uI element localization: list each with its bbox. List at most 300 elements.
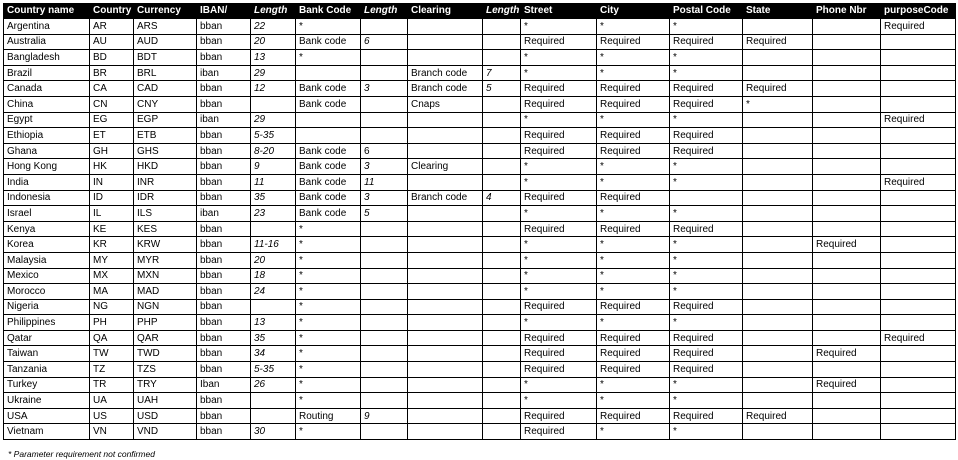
cell-clearing-length [483, 19, 521, 35]
cell-country-code: KE [90, 221, 134, 237]
cell-bank-code: * [296, 19, 361, 35]
cell-street: * [521, 65, 597, 81]
cell-state [743, 330, 813, 346]
header-city: City [597, 4, 670, 19]
cell-street: Required [521, 143, 597, 159]
cell-postal-code: * [670, 393, 743, 409]
table-row [4, 190, 956, 206]
cell-bank-code-length [361, 315, 408, 331]
cell-phone-nbr [813, 112, 881, 128]
cell-iban-type: bban [197, 362, 251, 378]
header-clearing-length: Length [483, 4, 521, 19]
cell-street: Required [521, 190, 597, 206]
footnote: * Parameter requirement not confirmed [8, 449, 155, 459]
cell-bank-code: Bank code [296, 159, 361, 175]
cell-iban-length: 34 [251, 346, 296, 362]
cell-clearing [408, 408, 483, 424]
cell-postal-code: Required [670, 362, 743, 378]
cell-clearing-length [483, 315, 521, 331]
cell-purpose-code [881, 190, 956, 206]
cell-street: Required [521, 362, 597, 378]
cell-bank-code-length [361, 330, 408, 346]
cell-country-code: KR [90, 237, 134, 253]
cell-clearing [408, 377, 483, 393]
cell-bank-code-length: 3 [361, 159, 408, 175]
cell-street: Required [521, 346, 597, 362]
cell-phone-nbr [813, 65, 881, 81]
cell-street: Required [521, 424, 597, 440]
cell-city: * [597, 284, 670, 300]
cell-city: * [597, 50, 670, 66]
cell-iban-length: 30 [251, 424, 296, 440]
cell-street: * [521, 237, 597, 253]
cell-clearing-length [483, 174, 521, 190]
cell-purpose-code [881, 143, 956, 159]
cell-clearing-length [483, 299, 521, 315]
cell-street: Required [521, 221, 597, 237]
cell-city: Required [597, 34, 670, 50]
requirements-table [3, 3, 956, 440]
cell-clearing [408, 346, 483, 362]
cell-clearing-length [483, 284, 521, 300]
cell-phone-nbr [813, 268, 881, 284]
cell-country-code: TW [90, 346, 134, 362]
cell-state [743, 377, 813, 393]
cell-postal-code: Required [670, 330, 743, 346]
cell-bank-code-length [361, 19, 408, 35]
cell-clearing-length [483, 50, 521, 66]
cell-bank-code: * [296, 284, 361, 300]
cell-phone-nbr [813, 128, 881, 144]
cell-bank-code-length: 6 [361, 143, 408, 159]
cell-currency: ETB [134, 128, 197, 144]
cell-country-name: Qatar [4, 330, 90, 346]
cell-clearing [408, 237, 483, 253]
cell-bank-code-length: 11 [361, 174, 408, 190]
cell-postal-code: * [670, 112, 743, 128]
cell-clearing-length [483, 377, 521, 393]
cell-iban-type: bban [197, 159, 251, 175]
cell-country-name: China [4, 96, 90, 112]
cell-country-code: EG [90, 112, 134, 128]
cell-iban-type: bban [197, 143, 251, 159]
cell-clearing [408, 284, 483, 300]
cell-clearing-length: 4 [483, 190, 521, 206]
cell-iban-length: 11-16 [251, 237, 296, 253]
cell-state [743, 143, 813, 159]
cell-clearing [408, 112, 483, 128]
cell-purpose-code [881, 50, 956, 66]
cell-street: * [521, 377, 597, 393]
cell-city: * [597, 315, 670, 331]
table-row [4, 112, 956, 128]
cell-phone-nbr [813, 34, 881, 50]
cell-purpose-code [881, 393, 956, 409]
cell-bank-code-length [361, 237, 408, 253]
cell-iban-type: bban [197, 299, 251, 315]
cell-country-name: Egypt [4, 112, 90, 128]
cell-country-name: Argentina [4, 19, 90, 35]
cell-postal-code: Required [670, 346, 743, 362]
cell-street: Required [521, 408, 597, 424]
cell-clearing [408, 50, 483, 66]
cell-country-code: NG [90, 299, 134, 315]
cell-state [743, 346, 813, 362]
cell-city: Required [597, 299, 670, 315]
cell-postal-code: * [670, 252, 743, 268]
cell-bank-code-length [361, 362, 408, 378]
cell-city: * [597, 19, 670, 35]
cell-clearing [408, 268, 483, 284]
cell-postal-code: Required [670, 408, 743, 424]
cell-iban-type: bban [197, 284, 251, 300]
cell-state: Required [743, 81, 813, 97]
cell-currency: USD [134, 408, 197, 424]
cell-city: * [597, 268, 670, 284]
cell-iban-type: Iban [197, 377, 251, 393]
cell-postal-code: Required [670, 299, 743, 315]
cell-iban-length [251, 393, 296, 409]
cell-phone-nbr [813, 81, 881, 97]
table-row [4, 174, 956, 190]
cell-state [743, 159, 813, 175]
cell-clearing-length [483, 252, 521, 268]
header-bank-code-length: Length [361, 4, 408, 19]
cell-bank-code-length [361, 377, 408, 393]
cell-city: Required [597, 190, 670, 206]
cell-currency: ILS [134, 206, 197, 222]
cell-phone-nbr [813, 393, 881, 409]
cell-clearing [408, 299, 483, 315]
cell-currency: EGP [134, 112, 197, 128]
cell-iban-length: 13 [251, 315, 296, 331]
cell-iban-type: bban [197, 190, 251, 206]
cell-country-name: Vietnam [4, 424, 90, 440]
cell-currency: GHS [134, 143, 197, 159]
table-row [4, 221, 956, 237]
cell-state [743, 252, 813, 268]
cell-country-code: MA [90, 284, 134, 300]
cell-clearing [408, 128, 483, 144]
cell-clearing-length [483, 159, 521, 175]
cell-bank-code-length: 6 [361, 34, 408, 50]
cell-currency: TZS [134, 362, 197, 378]
cell-iban-length [251, 299, 296, 315]
table-row [4, 330, 956, 346]
table-row [4, 424, 956, 440]
cell-street: * [521, 50, 597, 66]
cell-clearing [408, 143, 483, 159]
cell-country-code: BD [90, 50, 134, 66]
cell-street: Required [521, 81, 597, 97]
cell-postal-code: Required [670, 128, 743, 144]
table-row [4, 34, 956, 50]
cell-purpose-code: Required [881, 330, 956, 346]
cell-street: Required [521, 96, 597, 112]
cell-country-code: GH [90, 143, 134, 159]
cell-country-code: VN [90, 424, 134, 440]
cell-city: * [597, 252, 670, 268]
cell-country-code: TR [90, 377, 134, 393]
cell-iban-type: bban [197, 424, 251, 440]
cell-iban-type: bban [197, 96, 251, 112]
cell-postal-code: Required [670, 81, 743, 97]
table-row [4, 128, 956, 144]
header-iban-type: IBAN/ [197, 4, 251, 19]
cell-bank-code-length: 5 [361, 206, 408, 222]
cell-bank-code-length [361, 346, 408, 362]
cell-country-code: IN [90, 174, 134, 190]
table-row [4, 408, 956, 424]
cell-iban-length: 9 [251, 159, 296, 175]
header-row [4, 4, 956, 19]
cell-phone-nbr [813, 174, 881, 190]
cell-country-name: Korea [4, 237, 90, 253]
cell-city: * [597, 206, 670, 222]
table-row [4, 299, 956, 315]
cell-street: Required [521, 330, 597, 346]
header-country-name: Country name [4, 4, 90, 19]
cell-city: Required [597, 96, 670, 112]
cell-state: Required [743, 408, 813, 424]
cell-currency: ARS [134, 19, 197, 35]
cell-iban-length: 29 [251, 112, 296, 128]
cell-purpose-code [881, 221, 956, 237]
cell-bank-code-length [361, 50, 408, 66]
cell-postal-code: * [670, 424, 743, 440]
cell-country-name: Ghana [4, 143, 90, 159]
cell-clearing-length [483, 206, 521, 222]
cell-country-name: Kenya [4, 221, 90, 237]
cell-city: Required [597, 221, 670, 237]
cell-currency: CNY [134, 96, 197, 112]
cell-iban-length: 12 [251, 81, 296, 97]
cell-state [743, 174, 813, 190]
cell-phone-nbr [813, 299, 881, 315]
cell-country-code: US [90, 408, 134, 424]
cell-country-name: Hong Kong [4, 159, 90, 175]
cell-country-name: Taiwan [4, 346, 90, 362]
header-postal-code: Postal Code [670, 4, 743, 19]
cell-state [743, 237, 813, 253]
cell-bank-code: * [296, 362, 361, 378]
cell-iban-length: 26 [251, 377, 296, 393]
cell-bank-code-length [361, 252, 408, 268]
cell-city: Required [597, 81, 670, 97]
cell-bank-code: * [296, 424, 361, 440]
cell-country-name: Tanzania [4, 362, 90, 378]
cell-currency: KRW [134, 237, 197, 253]
table-row [4, 268, 956, 284]
cell-purpose-code [881, 346, 956, 362]
cell-phone-nbr: Required [813, 237, 881, 253]
table-row [4, 19, 956, 35]
cell-postal-code: * [670, 268, 743, 284]
cell-country-name: Ethiopia [4, 128, 90, 144]
cell-phone-nbr [813, 284, 881, 300]
table-row [4, 50, 956, 66]
cell-currency: BDT [134, 50, 197, 66]
cell-city: Required [597, 408, 670, 424]
cell-clearing-length [483, 128, 521, 144]
cell-state [743, 393, 813, 409]
cell-clearing-length: 7 [483, 65, 521, 81]
cell-state [743, 362, 813, 378]
cell-country-code: PH [90, 315, 134, 331]
cell-bank-code [296, 128, 361, 144]
cell-clearing [408, 19, 483, 35]
cell-phone-nbr [813, 221, 881, 237]
cell-bank-code: * [296, 221, 361, 237]
cell-phone-nbr [813, 330, 881, 346]
cell-state [743, 50, 813, 66]
cell-phone-nbr [813, 96, 881, 112]
cell-country-code: TZ [90, 362, 134, 378]
cell-country-code: MY [90, 252, 134, 268]
cell-postal-code: * [670, 315, 743, 331]
cell-bank-code: Bank code [296, 206, 361, 222]
cell-city: * [597, 159, 670, 175]
table-row [4, 206, 956, 222]
cell-purpose-code: Required [881, 174, 956, 190]
cell-purpose-code [881, 237, 956, 253]
table-row [4, 159, 956, 175]
cell-state [743, 221, 813, 237]
cell-state [743, 284, 813, 300]
cell-postal-code [670, 190, 743, 206]
cell-street: * [521, 159, 597, 175]
cell-phone-nbr [813, 143, 881, 159]
cell-bank-code: Routing [296, 408, 361, 424]
cell-street: * [521, 393, 597, 409]
cell-clearing [408, 315, 483, 331]
cell-state [743, 299, 813, 315]
cell-street: * [521, 174, 597, 190]
cell-postal-code: Required [670, 221, 743, 237]
cell-clearing [408, 362, 483, 378]
cell-iban-length: 8-20 [251, 143, 296, 159]
cell-clearing-length [483, 221, 521, 237]
cell-city: Required [597, 128, 670, 144]
cell-iban-length: 5-35 [251, 128, 296, 144]
header-clearing: Clearing [408, 4, 483, 19]
cell-currency: CAD [134, 81, 197, 97]
cell-city: Required [597, 346, 670, 362]
cell-purpose-code [881, 377, 956, 393]
cell-purpose-code [881, 252, 956, 268]
cell-iban-length: 5-35 [251, 362, 296, 378]
cell-country-name: Brazil [4, 65, 90, 81]
cell-iban-length: 35 [251, 190, 296, 206]
table-row [4, 143, 956, 159]
cell-bank-code-length [361, 128, 408, 144]
cell-iban-length: 20 [251, 252, 296, 268]
cell-postal-code: Required [670, 96, 743, 112]
cell-clearing-length [483, 96, 521, 112]
cell-bank-code: * [296, 50, 361, 66]
cell-currency: QAR [134, 330, 197, 346]
table-row [4, 362, 956, 378]
cell-street: * [521, 315, 597, 331]
cell-iban-type: bban [197, 81, 251, 97]
cell-iban-length: 22 [251, 19, 296, 35]
cell-phone-nbr [813, 50, 881, 66]
cell-purpose-code [881, 284, 956, 300]
cell-phone-nbr: Required [813, 377, 881, 393]
cell-clearing: Branch code [408, 65, 483, 81]
cell-clearing [408, 174, 483, 190]
header-street: Street [521, 4, 597, 19]
cell-currency: HKD [134, 159, 197, 175]
table-row [4, 284, 956, 300]
cell-clearing: Clearing [408, 159, 483, 175]
cell-currency: MYR [134, 252, 197, 268]
cell-iban-type: bban [197, 393, 251, 409]
cell-clearing [408, 206, 483, 222]
cell-clearing: Branch code [408, 190, 483, 206]
cell-country-name: Ukraine [4, 393, 90, 409]
cell-iban-length [251, 221, 296, 237]
cell-currency: VND [134, 424, 197, 440]
cell-country-code: BR [90, 65, 134, 81]
cell-currency: MAD [134, 284, 197, 300]
cell-purpose-code [881, 206, 956, 222]
cell-street: * [521, 206, 597, 222]
cell-phone-nbr [813, 252, 881, 268]
cell-iban-type: bban [197, 34, 251, 50]
cell-bank-code-length [361, 221, 408, 237]
cell-bank-code-length [361, 284, 408, 300]
cell-bank-code: Bank code [296, 96, 361, 112]
cell-postal-code: * [670, 174, 743, 190]
cell-street: * [521, 19, 597, 35]
cell-iban-length [251, 96, 296, 112]
cell-clearing: Branch code [408, 81, 483, 97]
cell-purpose-code [881, 65, 956, 81]
cell-state [743, 206, 813, 222]
cell-city: Required [597, 143, 670, 159]
cell-clearing-length [483, 362, 521, 378]
cell-currency: IDR [134, 190, 197, 206]
cell-clearing [408, 34, 483, 50]
cell-street: * [521, 284, 597, 300]
cell-street: Required [521, 34, 597, 50]
cell-iban-type: iban [197, 206, 251, 222]
cell-iban-length [251, 408, 296, 424]
cell-purpose-code [881, 268, 956, 284]
table-row [4, 237, 956, 253]
cell-street: Required [521, 299, 597, 315]
cell-phone-nbr [813, 190, 881, 206]
header-iban-length: Length [251, 4, 296, 19]
cell-street: * [521, 112, 597, 128]
cell-phone-nbr [813, 362, 881, 378]
cell-iban-type: iban [197, 65, 251, 81]
cell-clearing-length [483, 330, 521, 346]
cell-currency: AUD [134, 34, 197, 50]
cell-country-code: AR [90, 19, 134, 35]
table-row [4, 81, 956, 97]
cell-iban-length: 18 [251, 268, 296, 284]
cell-bank-code-length [361, 393, 408, 409]
cell-bank-code [296, 65, 361, 81]
cell-city: * [597, 377, 670, 393]
table-row [4, 252, 956, 268]
cell-bank-code: Bank code [296, 190, 361, 206]
cell-country-name: Malaysia [4, 252, 90, 268]
cell-postal-code: * [670, 206, 743, 222]
cell-country-name: Morocco [4, 284, 90, 300]
